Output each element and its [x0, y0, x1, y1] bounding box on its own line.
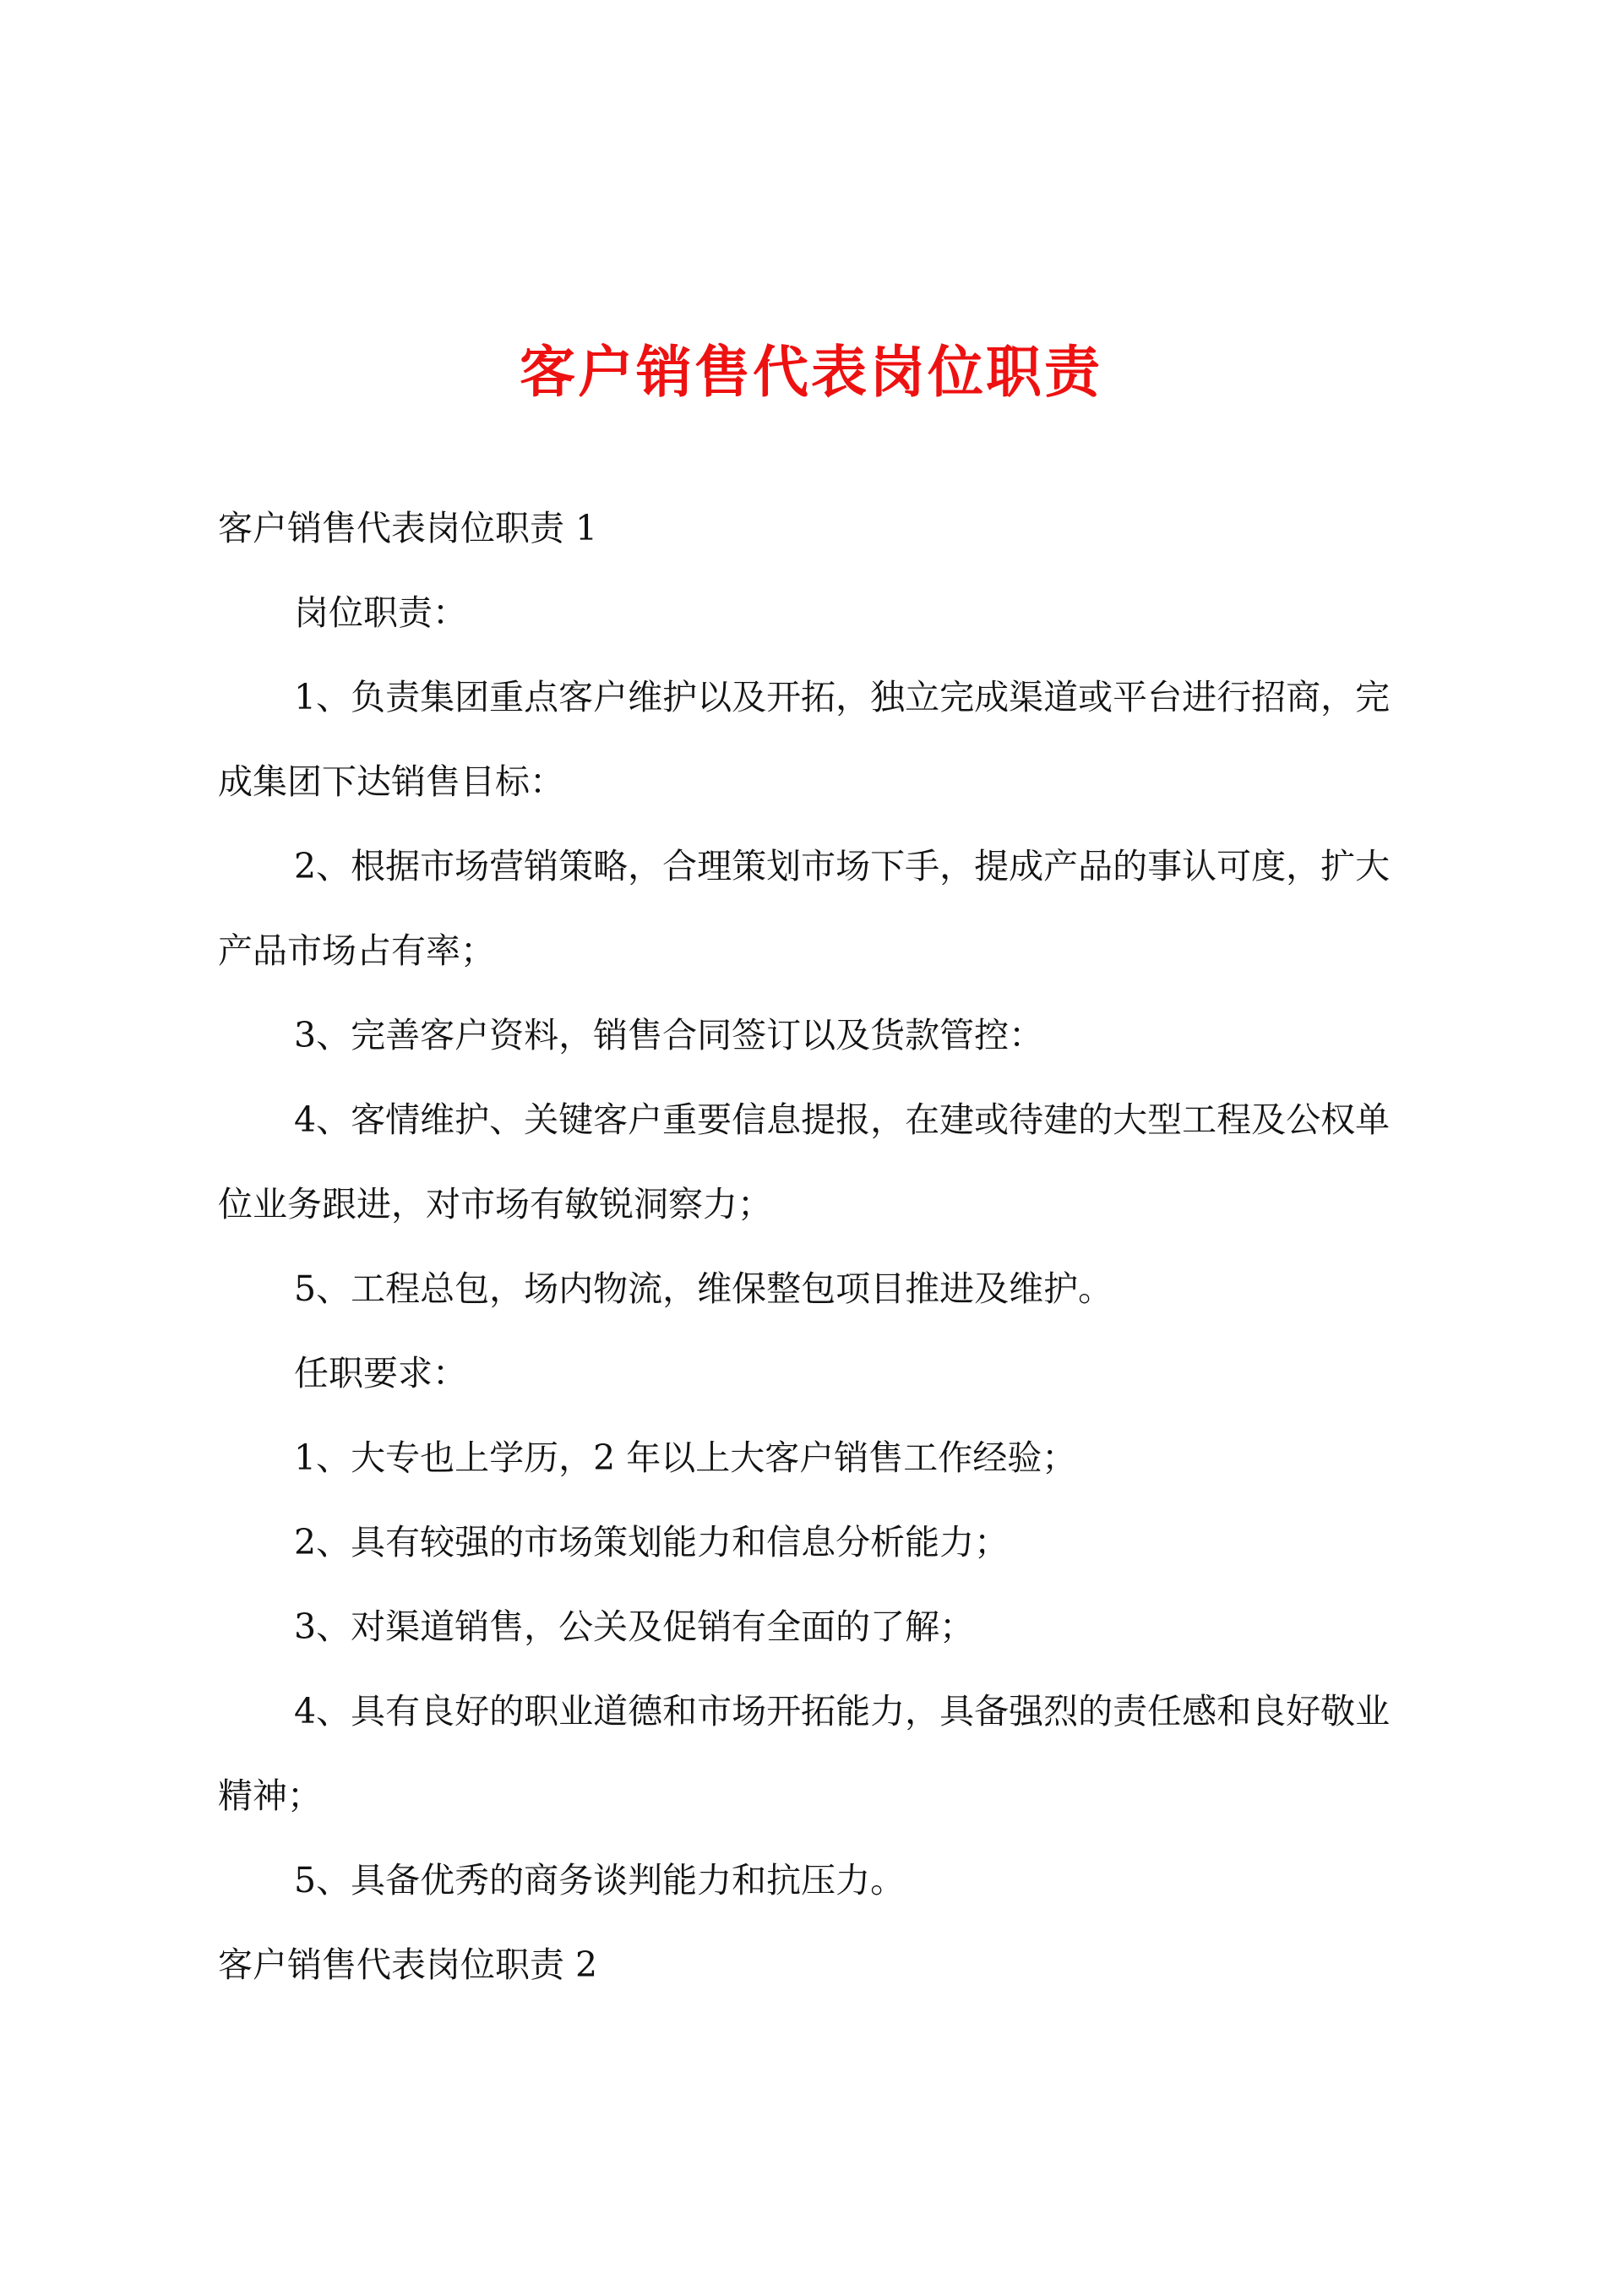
section-heading-1: 客户销售代表岗位职责 1 [218, 508, 598, 548]
duty-item-3: 3、完善客户资料，销售合同签订以及货款管控： [294, 1015, 1044, 1055]
duty-item-1: 1、负责集团重点客户维护以及开拓，独立完成渠道或平台进行招商，完成集团下达销售目标： [218, 677, 1391, 802]
requirement-item-3: 3、对渠道销售，公关及促销有全面的了解； [294, 1606, 975, 1647]
document-title: 客户销售代表岗位职责 [520, 339, 1102, 405]
requirement-item-5: 5、具备优秀的商务谈判能力和抗压力。 [294, 1860, 906, 1901]
duties-label: 岗位职责： [294, 592, 467, 633]
section-heading-2: 客户销售代表岗位职责 2 [218, 1944, 598, 1985]
duty-item-4: 4、客情维护、关键客户重要信息提报，在建或待建的大型工程及公权单位业务跟进，对市场有敏锐洞察力； [218, 1099, 1391, 1224]
requirement-item-2: 2、具有较强的市场策划能力和信息分析能力； [294, 1522, 1010, 1562]
document-body [218, 486, 1418, 2007]
requirements-label: 任职要求： [294, 1353, 467, 1393]
requirement-item-1: 1、大专也上学历，2 年以上大客户销售工作经验； [294, 1437, 1077, 1478]
duty-item-5: 5、工程总包，场内物流，维保整包项目推进及维护。 [294, 1268, 1113, 1309]
duty-item-2: 2、根据市场营销策略，合理策划市场下手，提成产品的事认可度，扩大产品市场占有率； [218, 846, 1391, 971]
requirement-item-4: 4、具有良好的职业道德和市场开拓能力，具备强烈的责任感和良好敬业精神； [218, 1691, 1391, 1816]
